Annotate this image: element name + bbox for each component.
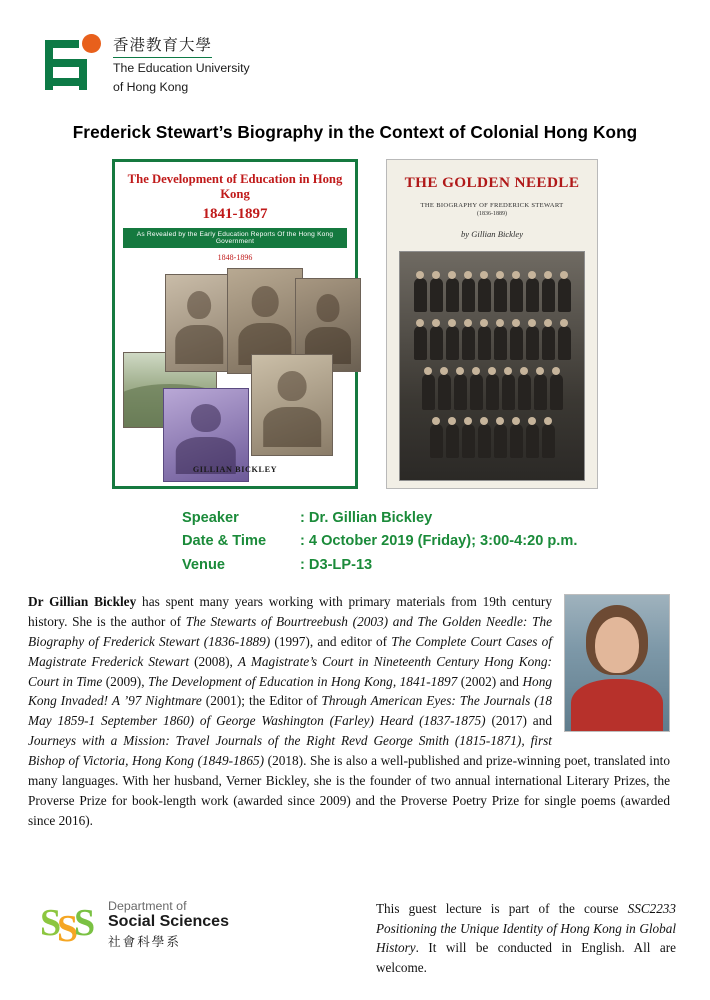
book-cover-development-of-education	[112, 159, 358, 489]
course-note	[376, 899, 676, 978]
university-name-en-line1: The Education University	[113, 61, 250, 76]
left-cover-subtitle: As Revealed by the Early Education Reports Of the Hong Kong Government	[123, 228, 347, 248]
left-cover-title: The Development of Education in Hong Kong	[127, 171, 343, 202]
left-cover-collage	[123, 268, 347, 480]
speaker-value: : Dr. Gillian Bickley	[300, 509, 433, 526]
bio-work-1: The Stewarts of Bourtreebush (2003) and The Golden Needle: The Biography of Frederick Stewart (1836-1889)	[28, 613, 552, 649]
course-note-text-1: This guest lecture is part of the course	[376, 900, 628, 916]
left-cover-date-range: 1848-1896	[217, 253, 253, 263]
university-name-en-line2: of Hong Kong	[113, 80, 189, 95]
university-name-zh: 香港教育大學	[113, 36, 212, 58]
venue-value: : D3-LP-13	[300, 557, 373, 574]
department-block	[40, 899, 229, 950]
right-cover-years: (1836-1889)	[477, 210, 507, 217]
bio-work-3: A Magistrate’s Court in Nineteenth Century Hong Kong: Court in Time	[28, 653, 552, 689]
department-line3: 社會科學系	[108, 934, 181, 950]
event-details	[0, 507, 710, 578]
right-cover-subtitle: THE BIOGRAPHY OF FREDERICK STEWART	[420, 201, 564, 209]
eduhk-logo-icon	[45, 34, 101, 92]
detail-row-venue	[182, 554, 710, 578]
department-line1: Department of	[108, 898, 187, 913]
detail-row-datetime	[182, 530, 710, 554]
collage-portrait-photo-3	[251, 354, 333, 456]
right-cover-title: THE GOLDEN NEEDLE	[404, 173, 580, 191]
left-cover-years: 1841-1897	[202, 206, 268, 223]
book-covers	[0, 159, 710, 489]
bio-text-3: (2008),	[189, 653, 238, 669]
bio-text-5: (2002) and	[457, 673, 523, 689]
bio-text-7: (2017) and	[485, 713, 553, 729]
poster-footer	[0, 899, 710, 978]
collage-portrait-photo-1	[165, 274, 233, 372]
bio-text-4: (2009),	[102, 673, 149, 689]
bio-work-6: Through American Eyes: The Journals (18 May 1859-1 September 1860) of George Washington (Farley) Heard (1837-1875)	[28, 693, 552, 729]
bio-work-7: Journeys with a Mission: Travel Journals of the Right Revd George Smith (1815-1871), first Bishop of Victoria, Hong Kong (1849-1865)	[28, 733, 552, 769]
bio-work-4: The Development of Education in Hong Kong, 1841-1897	[148, 673, 458, 689]
bio-work-2: The Complete Court Cases of Magistrate Frederick Stewart	[28, 633, 552, 669]
right-cover-author: by Gillian Bickley	[460, 228, 524, 239]
bio-text-2: (1997), and editor of	[270, 633, 392, 649]
course-note-text-2: . It will be conducted in English. All are welcome.	[376, 940, 676, 976]
department-line2: Social Sciences	[108, 912, 229, 930]
detail-row-speaker	[182, 507, 710, 531]
bio-speaker-name: Dr Gillian Bickley	[28, 593, 137, 609]
page-title: Frederick Stewart’s Biography in the Context of Colonial Hong Kong	[72, 121, 638, 142]
venue-label: Venue	[182, 557, 225, 574]
bio-text-6: (2001); the Editor of	[201, 693, 322, 709]
course-note-course-title: SSC2233 Positioning the Unique Identity of Hong Kong in Global History	[376, 900, 676, 956]
datetime-value: : 4 October 2019 (Friday); 3:00-4:20 p.m.	[300, 533, 578, 550]
university-name-block	[113, 34, 250, 96]
speaker-portrait	[564, 594, 670, 732]
bio-text-8: (2018). She is also a well-published and prize-winning poet, translated into many languages. With her husband, Verner Bickley, she is the founder of two annual international Literary Prizes, the Proverse Prize for book-length work (awarded since 2009) and the Proverse Poetry Prize for single poems (awarded since 2016).	[28, 753, 670, 829]
right-cover-group-photograph	[399, 251, 585, 481]
bio-work-5: Hong Kong Invaded! A ’97 Nightmare	[28, 673, 552, 709]
poster-header	[0, 0, 710, 96]
sss-logo-icon: S S S	[40, 901, 96, 950]
speaker-biography	[28, 592, 670, 831]
left-cover-author: GILLIAN BICKLEY	[192, 464, 278, 474]
datetime-label: Date & Time	[182, 533, 267, 550]
book-cover-golden-needle	[386, 159, 598, 489]
department-names	[108, 899, 229, 950]
bio-text-1: has spent many years working with primary materials from 19th century history. She is the author of	[28, 593, 552, 629]
speaker-label: Speaker	[182, 509, 239, 526]
